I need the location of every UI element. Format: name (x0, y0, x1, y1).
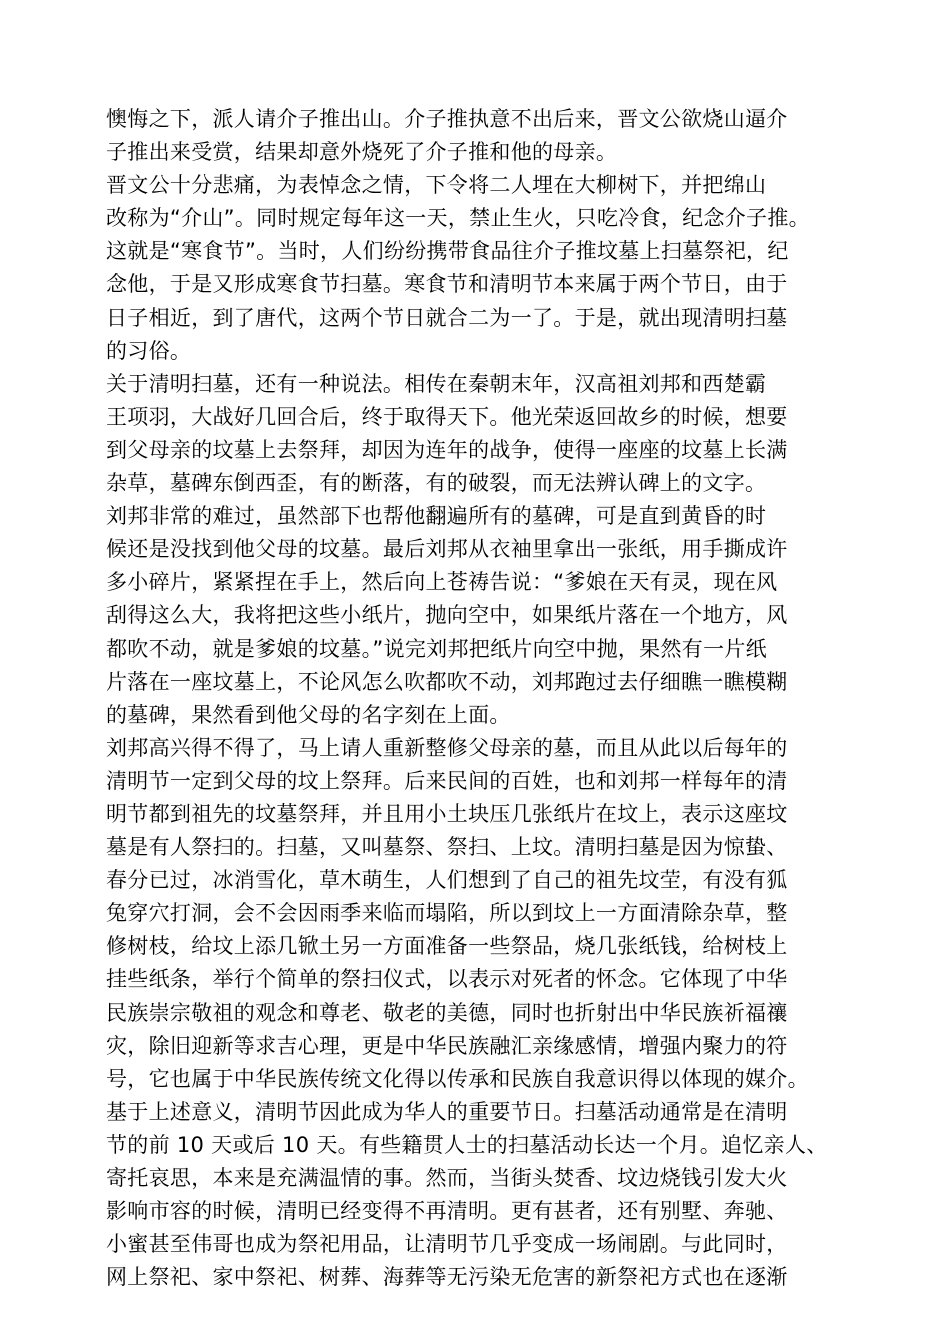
text-line: 节的前 10 天或后 10 天。有些籍贯人士的扫墓活动长达一个月。追忆亲人、 (106, 1132, 828, 1157)
text-line: 墓是有人祭扫的。扫墓，又叫墓祭、祭扫、上坟。清明扫墓是因为惊蛰、 (106, 835, 788, 860)
text-line: 基于上述意义，清明节因此成为华人的重要节日。扫墓活动通常是在清明 (106, 1099, 788, 1124)
text-line: 明节都到祖先的坟墓祭拜，并且用小土块压几张纸片在坟上，表示这座坟 (106, 801, 788, 826)
text-line: 王项羽，大战好几回合后，终于取得天下。他光荣返回故乡的时候，想要 (106, 404, 788, 429)
text-line: 兔穿穴打洞，会不会因雨季来临而塌陷，所以到坟上一方面清除杂草，整 (106, 901, 788, 926)
text-line: 修树枝，给坟上添几锨土另一方面准备一些祭品，烧几张纸钱，给树枝上 (106, 934, 788, 959)
text-line: 这就是“寒食节”。当时，人们纷纷携带食品往介子推坟墓上扫墓祭祀，纪 (106, 239, 789, 264)
text-line: 民族崇宗敬祖的观念和尊老、敬老的美德，同时也折射出中华民族祈福禳 (106, 1000, 788, 1025)
text-line: 小蜜甚至伟哥也成为祭祀用品，让清明节几乎变成一场闹剧。与此同时， (106, 1232, 788, 1257)
text-line: 春分已过，冰消雪化，草木萌生，人们想到了自己的祖先坟茔，有没有狐 (106, 868, 788, 893)
text-line: 刮得这么大，我将把这些小纸片，抛向空中，如果纸片落在一个地方，风 (106, 603, 788, 628)
text-line: 到父母亲的坟墓上去祭拜，却因为连年的战争，使得一座座的坟墓上长满 (106, 437, 788, 462)
text-line: 寄托哀思，本来是充满温情的事。然而，当街头焚香、坟边烧钱引发大火 (106, 1166, 788, 1190)
text-line: 清明节一定到父母的坟上祭拜。后来民间的百姓，也和刘邦一样每年的清 (106, 768, 788, 793)
text-line: 的墓碑，果然看到他父母的名字刻在上面。 (106, 702, 511, 727)
text-line: 多小碎片，紧紧捏在手上，然后向上苍祷告说：“爹娘在天有灵，现在风 (106, 570, 778, 595)
text-line: 的习俗。 (106, 338, 192, 363)
text-line: 号，它也属于中华民族传统文化得以传承和民族自我意识得以体现的媒介。 (106, 1066, 809, 1091)
text-line: 懊悔之下，派人请介子推出山。介子推执意不出后来，晋文公欲烧山逼介 (106, 107, 788, 131)
text-line: 影响市容的时候，清明已经变得不再清明。更有甚者，还有别墅、奔驰、 (106, 1199, 788, 1224)
text-line: 子推出来受赏，结果却意外烧死了介子推和他的母亲。 (106, 140, 618, 165)
text-line: 念他，于是又形成寒食节扫墓。寒食节和清明节本来属于两个节日，由于 (106, 272, 788, 297)
text-line: 网上祭祀、家中祭祀、树葬、海葬等无污染无危害的新祭祀方式也在逐渐 (106, 1265, 788, 1290)
text-line: 候还是没找到他父母的坟墓。最后刘邦从衣袖里拿出一张纸，用手撕成许 (106, 537, 788, 562)
text-line: 挂些纸条，举行个简单的祭扫仪式，以表示对死者的怀念。它体现了中华 (106, 967, 788, 992)
text-line: 刘邦非常的难过，虽然部下也帮他翻遍所有的墓碑，可是直到黄昏的时 (106, 504, 767, 529)
text-line: 杂草，墓碑东倒西歪，有的断落，有的破裂，而无法辨认碑上的文字。 (106, 471, 767, 496)
text-line: 晋文公十分悲痛，为表悼念之情，下令将二人埋在大柳树下，并把绵山 (106, 173, 767, 198)
text-line: 灾，除旧迎新等求吉心理，更是中华民族融汇亲缘感情，增强内聚力的符 (106, 1033, 788, 1058)
text-line: 都吹不动，就是爹娘的坟墓。”说完刘邦把纸片向空中抛，果然有一片纸 (106, 636, 767, 661)
text-line: 刘邦高兴得不得了，马上请人重新整修父母亲的墓，而且从此以后每年的 (106, 735, 788, 760)
text-line: 片落在一座坟墓上，不论风怎么吹都吹不动，刘邦跑过去仔细瞧一瞧模糊 (106, 669, 788, 694)
body-text (106, 103, 866, 1294)
text-line: 改称为“介山”。同时规定每年这一天，禁止生火，只吃冷食，纪念介子推。 (106, 206, 810, 231)
text-line: 日子相近，到了唐代，这两个节日就合二为一了。于是，就出现清明扫墓 (106, 305, 788, 330)
text-line: 关于清明扫墓，还有一种说法。相传在秦朝末年，汉高祖刘邦和西楚霸 (106, 371, 767, 396)
